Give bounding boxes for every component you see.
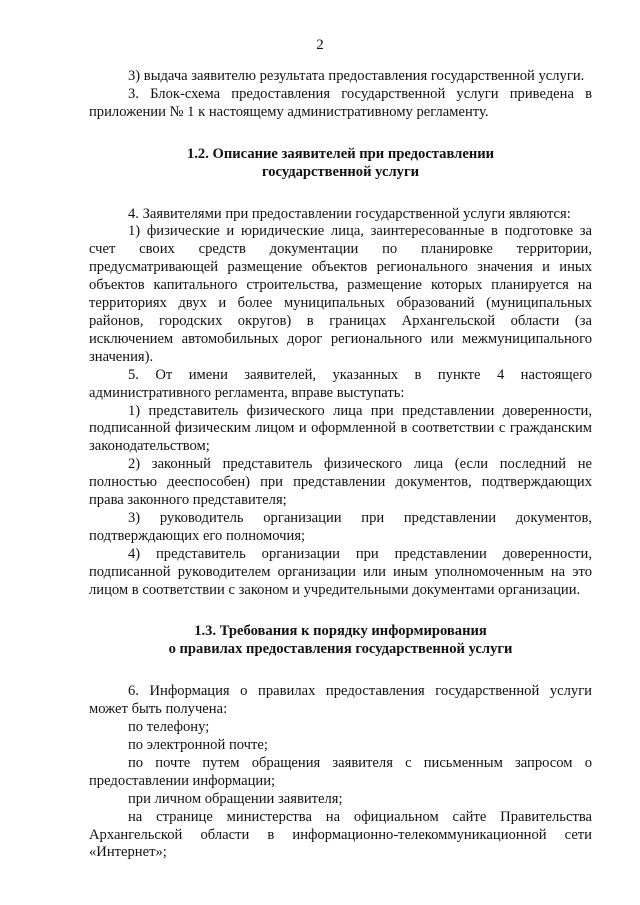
section-heading-1-2-line2: государственной услуги <box>261 163 420 180</box>
list-item-email: по электронной почте; <box>128 737 268 753</box>
section-heading-1-3-line2: о правилах предоставления государственной услуги <box>168 641 513 658</box>
document-body <box>89 68 592 862</box>
paragraph-4-item-1: 1) физические и юридические лица, заинтересованные в подготовке за счет своих средств документации по планировке территории, предусматривающей размещение объектов регионального значения и иных объектов капитального строительства, размещение которых планируется на территориях двух и более муниципальных образований (муниципальных районов, городских округов) в границах Архангельской области (за исключением автомобильных дорог регионального или межмуниципального значения). <box>89 223 592 365</box>
paragraph-4-applicants: 4. Заявителями при предоставлении государственной услуги являются: <box>128 205 571 222</box>
paragraph-item-3-issue: 3) выдача заявителю результата предоставления государственной услуги. <box>128 68 585 84</box>
section-heading-1-2 <box>89 146 592 182</box>
paragraph-6-information: 6. Информация о правилах предоставления государственной услуги может быть получена: <box>89 683 592 718</box>
list-item-mail: по почте путем обращения заявителя с письменным запросом о предоставлении информации; <box>89 754 592 789</box>
paragraph-5-item-2: 2) законный представитель физического лица (если последний не полностью дееспособен) при представлении документов, подтверждающих права законного представителя; <box>89 456 592 509</box>
paragraph-3-flowchart: 3. Блок-схема предоставления государственной услуги приведена в приложении № 1 к настоящему административному регламенту. <box>89 85 592 120</box>
section-heading-1-2-line1: 1.2. Описание заявителей при предоставлении <box>186 145 495 162</box>
section-heading-1-3 <box>89 623 592 659</box>
paragraph-5-representatives: 5. От имени заявителей, указанных в пункте 4 настоящего административного регламента, вправе выступать: <box>89 366 592 401</box>
paragraph-5-item-3: 3) руководитель организации при представлении документов, подтверждающих его полномочия; <box>89 509 592 544</box>
list-item-in-person: при личном обращении заявителя; <box>128 790 343 807</box>
paragraph-5-item-4: 4) представитель организации при представлении доверенности, подписанной руководителем организации или иным уполномоченным на это лицом в соответствии с законом и учредительными документами организации. <box>89 545 592 598</box>
section-heading-1-3-line1: 1.3. Требования к порядку информирования <box>194 623 487 640</box>
list-item-website: на странице министерства на официальном сайте Правительства Архангельской области в информационно-телекоммуникационной сети «Интернет»; <box>89 808 592 861</box>
list-item-phone: по телефону; <box>128 719 210 736</box>
paragraph-5-item-1: 1) представитель физического лица при представлении доверенности, подписанной физическим лицом и оформленной в соответствии с гражданским законодательством; <box>89 402 592 455</box>
page-number: 2 <box>316 37 324 53</box>
